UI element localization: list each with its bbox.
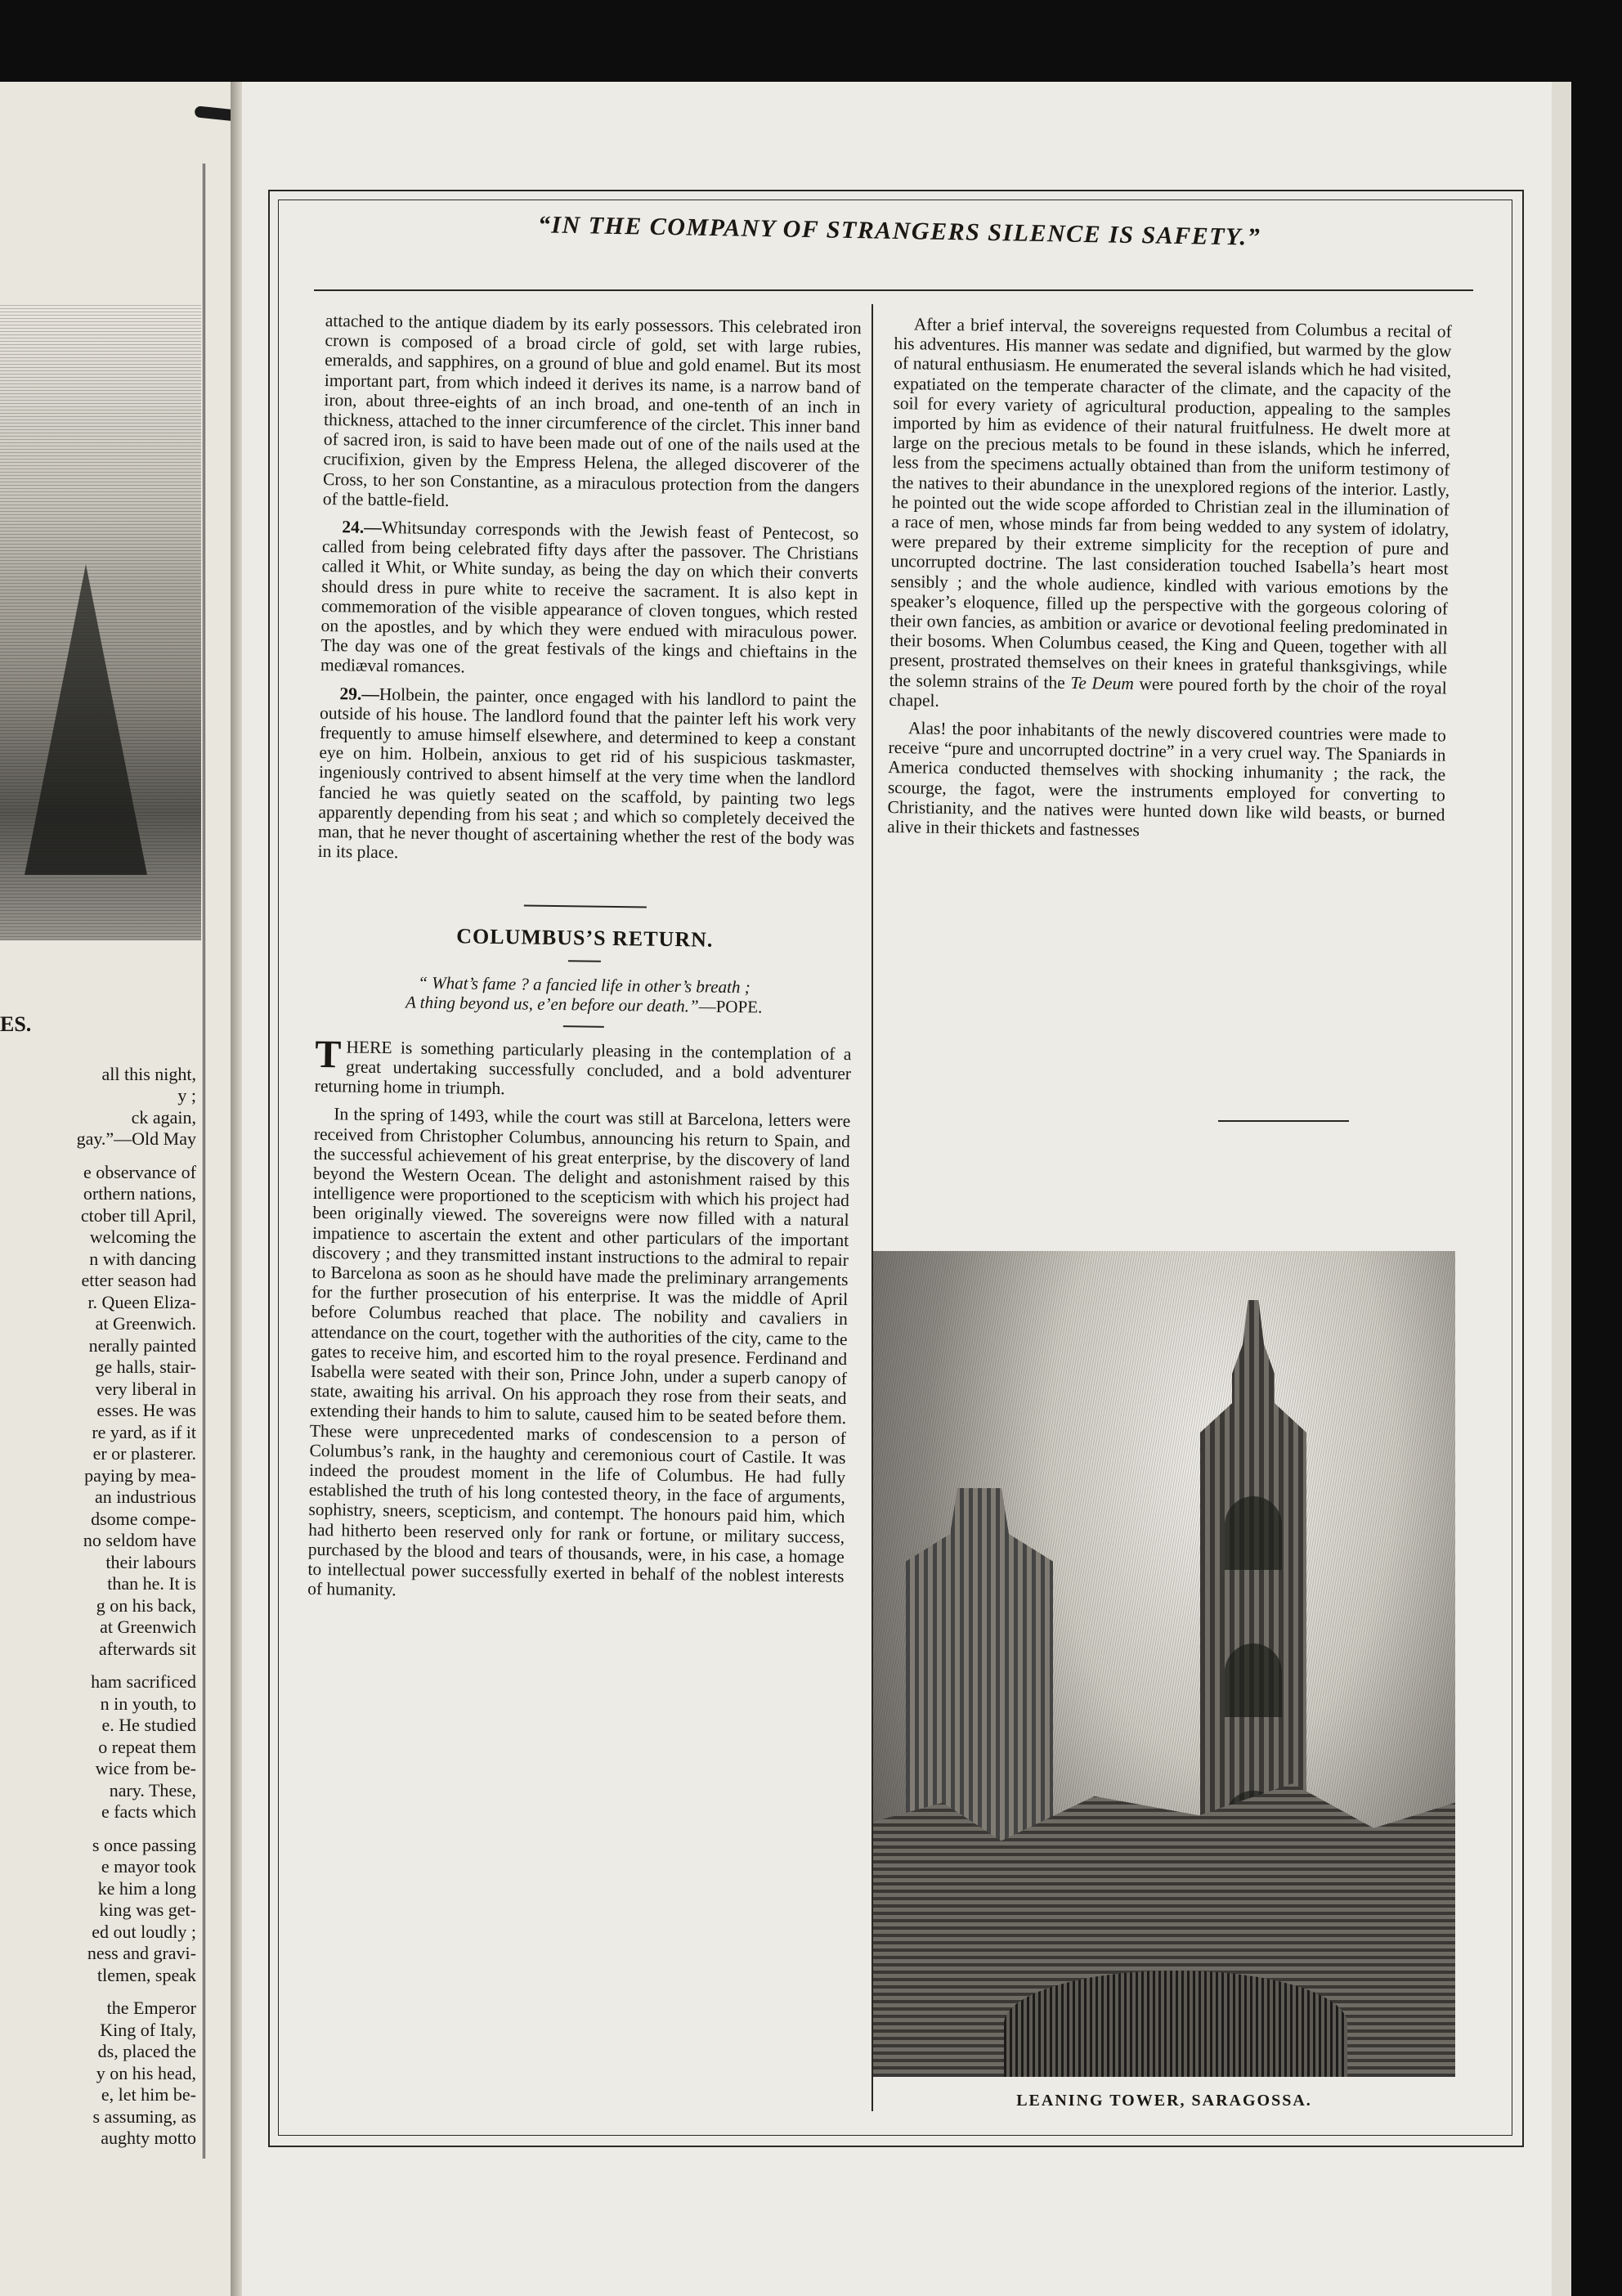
holbein-paragraph	[318, 684, 857, 869]
previous-page-line: ed out loudly ;	[92, 1921, 196, 1942]
previous-page-line: their labours	[105, 1551, 196, 1572]
previous-page-line: paying by mea-	[84, 1464, 196, 1486]
tower-window	[1225, 1496, 1282, 1570]
previous-page-line: n in youth, to	[100, 1693, 196, 1714]
previous-page-line: ge halls, stair-	[95, 1357, 196, 1377]
previous-page-text	[0, 1014, 196, 2150]
page-edge	[1552, 82, 1571, 2296]
date-29-label: 29.—	[339, 683, 380, 704]
previous-page-line: afterwards sit	[98, 1638, 196, 1659]
previous-page-line: y ;	[177, 1085, 196, 1105]
header-rule	[314, 289, 1473, 291]
previous-page-line: y on his head,	[96, 2062, 196, 2083]
left-column	[307, 311, 862, 1614]
previous-page-line: re yard, as if it	[92, 1421, 196, 1442]
recital-text-end: were poured forth by the choir of the royal chapel.	[889, 673, 1447, 711]
previous-page-frame	[0, 164, 205, 2159]
previous-page-line: ck again,	[131, 1106, 196, 1128]
epigraph-line-1: “ What’s fame ? a fancied life in other’s breath ;	[418, 972, 751, 998]
tower-window	[1225, 1644, 1282, 1717]
leaning-tower-engraving	[873, 1251, 1455, 2077]
previous-page-line: wice from be-	[95, 1758, 196, 1778]
previous-page-line: no seldom have	[83, 1530, 196, 1550]
title-rule	[568, 960, 601, 962]
previous-page-line: tlemen, speak	[97, 1964, 196, 1985]
previous-page-line: at Greenwich	[100, 1617, 196, 1637]
previous-page-line: dsome compe-	[91, 1508, 196, 1529]
columbus-intro-text: HERE is something particularly pleasing in the contemplation of a great undertaking successfully concluded, and a bold adventurer returning home in triumph.	[314, 1037, 852, 1099]
previous-page-line: ds, placed the	[97, 2041, 196, 2061]
previous-page-line	[0, 1986, 196, 1998]
previous-page-line: esses. He was	[96, 1400, 196, 1420]
previous-page-line: etter season had	[81, 1270, 196, 1290]
epigraph-line-2-text: A thing beyond us, e’en before our death.”	[405, 992, 699, 1016]
illustration-rule	[1218, 1120, 1349, 1122]
procession-crowd	[1004, 1971, 1347, 2077]
section-title: COLUMBUS’S RETURN.	[456, 924, 714, 953]
previous-page-line: g on his back,	[96, 1594, 196, 1616]
illustration-caption: LEANING TOWER, SARAGOSSA.	[1016, 2092, 1312, 2110]
previous-page-line: king was get-	[99, 1899, 196, 1920]
landscape-engraving-fragment	[0, 303, 201, 940]
previous-page-line: nary. These,	[109, 1779, 196, 1800]
recital-text: After a brief interval, the sovereigns requested from Columbus a recital of his adventures. His manner was sedate and dignified, but warmed by the glow of natural enthusiasm. He enumerated the several islands which he had visited, expatiated on the temperate character of the climate, and the capacity of the soil for every variety of agricultural production, appealing to the samples imported by him as evidence of their natural fruitfulness. He dwelt more at large on the precious metals to be found in these islands, which he inferred, less from the specimens actually obtained than from the uniform testimony of the natives to their abundance in the unexplored regions of the interior. Lastly, he pointed out the wide scope afforded to Christian zeal in the illumination of a race of men, whose minds far from being wedded to any system of idolatry, were prepared by their extreme simplicity for the reception of pure and uncorrupted doctrine. The last consideration touched Isabella’s heart most sensibly ; and the whole audience, kindled with various emotions by the speaker’s eloquence, filled up the perspective with the gorgeous coloring of their own fancies, as ambition or avarice or devotional feeling predominated in their bosoms. When Columbus ceased, the King and Queen, together with all present, prostrated themselves on their knees in grateful thanksgivings, while the solemn strains of the	[889, 314, 1452, 693]
previous-page-line: s assuming, as	[92, 2105, 196, 2127]
previous-page-line: e facts which	[101, 1801, 196, 1822]
date-24-label: 24.—	[342, 517, 382, 538]
previous-page-fragment	[0, 82, 231, 2296]
whitsunday-text: Whitsunday corresponds with the Jewish feast of Pentecost, so called from being celebrated fifty days after the passover. The Christians called it Whit, or White sunday, as being the day on which their converts should dress in pure white to receive the sacrament. It is also kept in commemoration of the visible appearance of cloven tongues, which rested on the apostles, and by which they were endued with miraculous power. The day was one of the great festivals of the kings and chieftains in the mediæval romances.	[320, 518, 859, 677]
previous-page-heading: ES.	[0, 1012, 32, 1036]
tree-engraving	[25, 564, 147, 875]
previous-page-line: er or plasterer.	[92, 1443, 196, 1464]
epigraph-author: —POPE.	[698, 996, 763, 1017]
previous-page-line: the Emperor	[106, 1998, 196, 2018]
previous-page-line: ness and gravi-	[87, 1943, 196, 1963]
previous-page-line: orthern nations,	[83, 1183, 196, 1204]
previous-page-line: e. He studied	[101, 1715, 196, 1735]
previous-page-line: nerally painted	[88, 1334, 196, 1356]
previous-page-line	[0, 1660, 196, 1671]
previous-page-line: e mayor took	[101, 1856, 196, 1877]
previous-page-line: n with dancing	[89, 1248, 196, 1269]
previous-page-line	[0, 1150, 196, 1162]
columbus-barcelona-paragraph: In the spring of 1493, while the court was still at Barcelona, letters were received from Christopher Columbus, announcing his return to Spain, and the successful achievement of his great enterprise, by the discovery of land beyond the Western Ocean. The delight and astonishment raised by this intelligence were proportioned to the scepticism with which his project had been originally viewed. The sovereigns were now filled with a natural impatience to ascertain the extent and other particulars of the important discovery ; and they transmitted instant instructions to the admiral to repair to Barcelona as soon as he should have made the preliminary arrangements for the further prosecution of his enterprise. It was the middle of April before Columbus reached that place. The nobility and cavaliers in attendance on the court, together with the authorities of the city, came to the gates to receive him, and escorted him to the royal presence. Ferdinand and Isabella were seated with their son, Prince John, under a superb canopy of state, awaiting his arrival. On his approach they rose from their seats, and extending their hands to him to salute, caused him to be seated before them. These were unprecedented marks of condescension to a person of Columbus’s rank, in the haughty and ceremonious court of Castile. It was indeed the proudest moment in the life of Columbus. He had fully established the truth of his long contested theory, in the face of arguments, sophistry, sneers, scepticism, and contempt. The honours paid him, which had hitherto been reserved only for rank or fortune, or military success, purchased by the blood and tears of thousands, were, in his case, a homage to intellectual power successfully exerted in behalf of the noblest interests of humanity.	[307, 1104, 851, 1600]
epigraph	[316, 971, 853, 1018]
right-column	[887, 314, 1452, 853]
previous-page-line: very liberal in	[95, 1378, 196, 1399]
previous-page-line: s once passing	[92, 1834, 196, 1855]
previous-page-line: r. Queen Eliza-	[87, 1291, 196, 1312]
holbein-text: Holbein, the painter, once engaged with his landlord to paint the outside of his house. The landlord found that the painter left his work very frequently to amuse himself elsewhere, and determined to keep a constant eye on him. Holbein, anxious to get rid of his suspicious taskmaster, ingeniously contrived to absent himself at the very time when the landlord fancied he was quietly seated on the scaffold, by painting two legs apparently depending from his seat ; and which so completely deceived the man, that he never thought of ascertaining whether the rest of the body was in its place.	[317, 684, 857, 863]
epigraph-rule	[563, 1025, 604, 1028]
previous-page-line: King of Italy,	[100, 2019, 196, 2040]
previous-page-line: ctober till April,	[80, 1204, 196, 1226]
previous-page-line: welcoming the	[89, 1226, 196, 1247]
te-deum-text: Te Deum	[1070, 672, 1134, 693]
previous-page-line: o repeat them	[98, 1736, 196, 1757]
page-gutter	[231, 82, 242, 2296]
drop-cap: T	[314, 1032, 342, 1077]
iron-crown-paragraph: attached to the antique diadem by its early possessors. This celebrated iron crown is composed of a broad circle of gold, set with large rubies, emeralds, and sapphires, on a ground of blue and gold enamel. But its most important part, from which indeed it derives its name, is a narrow band of iron, about three-eights of an inch broad, and one-tenth of an inch in thickness, attached to the inner circumference of the circlet. This inner band of sacred iron, is said to have been made out of one of the nails used at the crucifixion, given by the Empress Helena, the alleged discoverer of the Cross, to her son Constantine, as a miraculous protection from the dangers of the battle-field.	[322, 311, 862, 510]
recital-paragraph	[889, 314, 1452, 718]
previous-page-line: ke him a long	[97, 1877, 196, 1899]
previous-page-line: e observance of	[83, 1161, 196, 1182]
natives-paragraph: Alas! the poor inhabitants of the newly discovered countries were made to receive “pure and uncorrupted doctrine” in a very cruel way. The Spaniards in America conducted themselves with shocking inhumanity ; the rack, the scourge, the fagot, were the instruments employed for converting to Christianity, and the natives were hunted down like wild beasts, or burned alive in their thickets and fastnesses	[887, 718, 1447, 841]
previous-page-line: gay.”—Old May	[76, 1128, 196, 1149]
previous-page-line: than he. It is	[107, 1573, 196, 1594]
previous-page-line: aughty motto	[101, 2128, 196, 2148]
previous-page-line: e, let him be-	[101, 2084, 196, 2105]
whitsunday-paragraph	[320, 517, 859, 683]
page-header-motto: “IN THE COMPANY OF STRANGERS SILENCE IS SAFETY.”	[537, 211, 1261, 251]
columbus-intro-paragraph	[314, 1032, 852, 1104]
previous-page-line: all this night,	[101, 1063, 196, 1084]
previous-page-line: an industrious	[94, 1487, 196, 1507]
previous-page-line: ham sacrificed	[91, 1671, 196, 1692]
previous-page-line: at Greenwich.	[95, 1313, 196, 1334]
previous-page-line	[0, 1823, 196, 1835]
